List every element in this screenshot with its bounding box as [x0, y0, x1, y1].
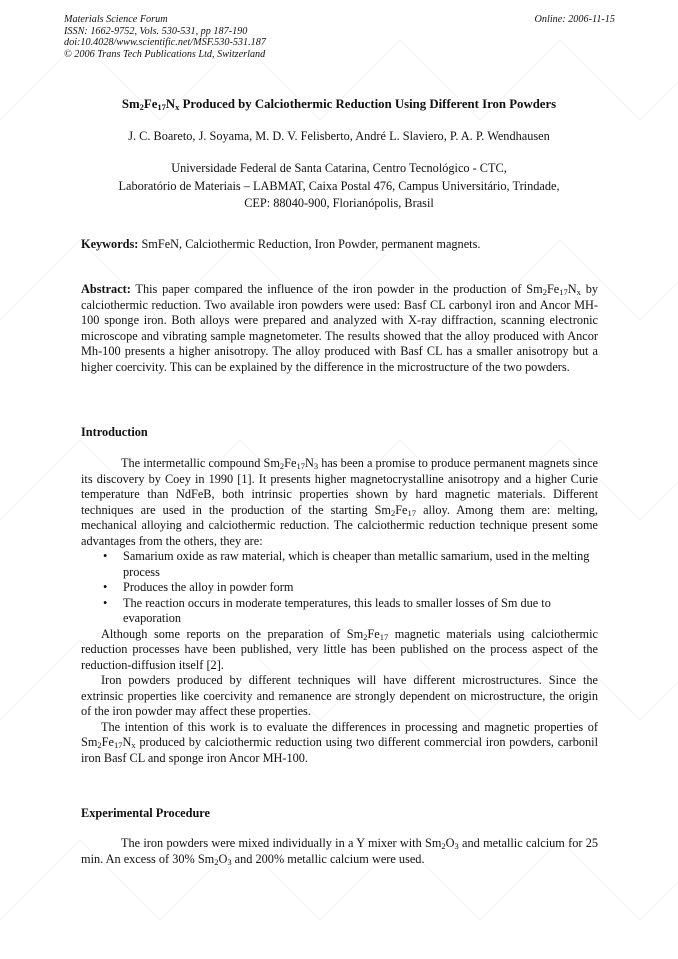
doi-line: doi:10.4028/www.scientific.net/MSF.530-531.187 — [64, 37, 266, 48]
formula-sub: 17 — [559, 287, 568, 297]
text: and metallic calcium for 25 min. An excess of 30% — [81, 836, 598, 866]
bullet-icon: • — [103, 595, 108, 610]
formula-sub: 17 — [296, 461, 305, 471]
title-sub: x — [175, 102, 180, 112]
formula: Sm — [425, 836, 442, 850]
formula: Fe — [284, 456, 297, 470]
paragraph — [81, 720, 598, 767]
formula-sub: 3 — [227, 856, 232, 867]
list-item-text: The reaction occurs in moderate temperatures, this leads to smaller losses of Sm due to evaporation — [123, 595, 551, 625]
formula-sub: 2 — [363, 631, 368, 642]
text: alloy. Among them are: melting, mechanical alloying and calciothermic reduction. The calciothermic reduction technique present some advantages from the others, they are: — [81, 502, 598, 548]
title-n: N — [165, 97, 176, 111]
abstract-section — [81, 282, 598, 375]
formula-sub: 2 — [390, 507, 396, 518]
title-sub: 17 — [157, 102, 166, 112]
list-item — [81, 549, 598, 580]
affiliation-line: Universidade Federal de Santa Catarina, Centro Tecnológico - CTC, — [171, 161, 507, 175]
text: The iron powders were mixed individually in a Y mixer with — [121, 836, 425, 850]
text: Although some reports on the preparation of — [101, 626, 347, 641]
formula-sub: 2 — [97, 740, 102, 750]
title-sub: 2 — [139, 102, 144, 112]
keywords-text: SmFeN, Calciothermic Reduction, Iron Powder, permanent magnets. — [138, 237, 481, 251]
abstract-text: by calciothermic reduction. Two available iron powders were used: Basf CL carbonyl iron and Ancor MH-100 sponge iron. Both alloys were prepared and analyzed with X-ray diffraction, scanning electronic microscope and vibrating sample magnetometer. The results showed that the alloy produced with Ancor Mh-100 presents a higher anisotropy. The alloy produced with Basf CL has a smaller anisotropy but a higher coercivity. This can be explained by the difference in the microstructure of the two powders. — [81, 282, 599, 374]
formula-sub: 3 — [454, 841, 459, 851]
formula-sub: x — [131, 740, 136, 750]
text: has been a promise to produce permanent magnets since its discovery by Coey in 1990 [1]. It presents higher magnetocrystalline anisotropy and a higher Curie temperature than NdFeB, both intrinsic properties shown by hard magnetic materials. Different techniques are used in the production of the starting — [81, 456, 598, 517]
formula: Sm — [526, 282, 543, 296]
abstract-label: Abstract: — [81, 282, 131, 296]
formula-sub: 2 — [441, 841, 446, 851]
journal-header — [64, 14, 424, 60]
formula-sub: 3 — [313, 461, 319, 471]
formula-sub: 2 — [214, 856, 219, 867]
formula-sub: x — [576, 287, 581, 297]
formula: N — [304, 456, 314, 470]
formula: Sm — [263, 456, 280, 470]
issn-line: ISSN: 1662-9752, Vols. 530-531, pp 187-190 — [64, 25, 248, 37]
keywords-section — [81, 237, 598, 253]
affiliation-line: Laboratório de Materiais – LABMAT, Caixa Postal 476, Campus Universitário, Trindade, — [118, 178, 560, 193]
title-sm: Sm — [121, 97, 140, 111]
author-list: J. C. Boareto, J. Soyama, M. D. V. Felisberto, André L. Slaviero, P. A. P. Wendhausen — [128, 129, 550, 143]
text: The intermetallic compound — [121, 456, 264, 470]
text: produced by calciothermic reduction using two different commercial iron powders, carbonil iron Basf CL and sponge iron Ancor MH-100. — [81, 735, 598, 765]
paragraph — [81, 456, 598, 549]
formula: Fe — [101, 735, 114, 749]
list-item — [81, 596, 598, 627]
formula: Fe — [546, 282, 560, 296]
paragraph: Iron powders produced by different techniques will have different microstructures. Since the extrinsic properties like coercivity and remanence are strongly dependent on microstructure, the origin of the iron powder may affect these properties. — [81, 673, 598, 718]
text: magnetic materials using calciothermic reduction processes have been published, very little has been published on the process aspect of the reduction-diffusion itself [2]. — [81, 626, 598, 672]
formula: Sm — [81, 735, 98, 749]
affiliation-line: CEP: 88040-900, Florianópolis, Brasil — [244, 196, 434, 210]
paragraph — [81, 627, 598, 674]
formula: N — [122, 735, 132, 749]
formula: O — [445, 836, 455, 850]
formula: Sm — [197, 851, 215, 866]
keywords-label: Keywords: — [81, 237, 139, 251]
formula-sub: 17 — [379, 631, 389, 642]
introduction-heading: Introduction — [81, 425, 148, 439]
experimental-body — [81, 836, 598, 867]
affiliation — [60, 160, 618, 213]
formula: Sm — [374, 502, 391, 517]
title-fe: Fe — [143, 97, 158, 111]
formula: Sm — [346, 626, 364, 641]
text: and 200% metallic calcium were used. — [231, 851, 425, 866]
formula-sub: 17 — [407, 507, 417, 518]
list-item-text: Samarium oxide as raw material, which is cheaper than metallic samarium, used in the melting process — [123, 549, 590, 579]
formula-sub: 2 — [279, 461, 285, 471]
formula: Fe — [395, 502, 408, 517]
experimental-heading: Experimental Procedure — [81, 806, 210, 820]
journal-name: Materials Science Forum — [64, 14, 168, 25]
online-date: Online: 2006-11-15 — [534, 14, 615, 25]
bullet-icon: • — [103, 580, 108, 594]
text: The intention of this work is to evaluate the differences in processing and magnetic properties of — [101, 719, 598, 734]
title-text: Produced by Calciothermic Reduction Using Different Iron Powders — [179, 97, 557, 111]
formula-sub: 2 — [542, 287, 547, 297]
paragraph — [81, 836, 598, 867]
abstract-text: This paper compared the influence of the iron powder in the production of — [130, 282, 527, 296]
copyright-line: © 2006 Trans Tech Publications Ltd, Switzerland — [64, 48, 266, 60]
advantages-list — [81, 549, 598, 627]
bullet-icon: • — [103, 549, 108, 563]
formula: O — [218, 851, 228, 866]
list-item-text: Produces the alloy in powder form — [123, 580, 294, 594]
formula: Fe — [367, 626, 380, 641]
paper-title — [60, 97, 618, 112]
formula: N — [567, 282, 577, 296]
list-item — [81, 580, 598, 596]
formula-sub: 17 — [113, 740, 123, 750]
introduction-body — [81, 456, 598, 766]
